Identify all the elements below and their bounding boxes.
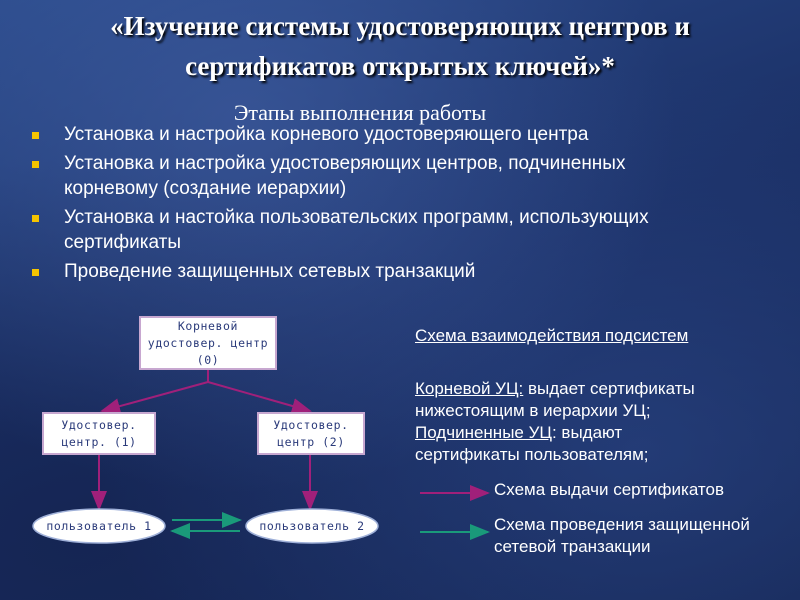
issue-arrow-root-to-sub2 [208, 382, 310, 411]
list-item-line: Установка и настройка удостоверяющих центров, подчиненных [64, 153, 626, 174]
legend-transaction-line-1: Схема проведения защищенной [494, 515, 750, 534]
sub-ca-2-line-1: Удостовер. [273, 418, 349, 432]
user-2-label: пользователь 2 [259, 519, 365, 533]
title-line-1: «Изучение системы удостоверяющих центров и [110, 11, 690, 41]
sub-ca-2-line-2: центр (2) [277, 435, 345, 449]
sub-ca-1-line-2: центр. (1) [61, 435, 137, 449]
list-item-line: Проведение защищенных сетевых транзакций [64, 261, 476, 282]
issue-arrow-root-to-sub1 [102, 382, 208, 411]
legend-sub-desc-2: сертификаты пользователям; [415, 445, 649, 464]
legend-root-line [415, 378, 795, 400]
title-line-2: сертификатов открытых ключей»* [185, 51, 615, 81]
legend-transaction-line-2: сетевой транзакции [494, 537, 651, 556]
user-1-node [33, 509, 165, 543]
list-item-line: корневому (создание иерархии) [64, 178, 347, 199]
sub-ca-1-line-1: Удостовер. [61, 418, 137, 432]
legend-sub-desc-1: : выдают [551, 423, 623, 442]
stages-heading: Этапы выполнения работы [233, 100, 487, 125]
legend-transaction-label [494, 514, 750, 558]
legend-description [415, 378, 795, 466]
user-2-node [246, 509, 378, 543]
legend-sub-line [415, 422, 795, 444]
root-ca-node [140, 317, 276, 369]
root-ca-line-3: (0) [196, 353, 220, 367]
legend-root-desc-2: нижестоящим в иерархии УЦ; [415, 401, 651, 420]
legend-root-desc-1: выдает сертификаты [523, 379, 695, 398]
sub-ca-2-node [258, 413, 364, 454]
sub-ca-1-node [43, 413, 155, 454]
legend-title: Схема взаимодействия подсистем [415, 326, 689, 345]
legend-issue-label: Схема выдачи сертификатов [494, 480, 725, 499]
root-ca-line-2: удостовер. центр [147, 336, 269, 350]
list-item-line: Установка и настройка корневого удостоверяющего центра [64, 124, 589, 145]
list-item-line: Установка и настойка пользовательских программ, использующих [64, 207, 649, 228]
root-ca-line-1: Корневой [177, 319, 239, 333]
list-item-line: сертификаты [64, 232, 182, 253]
legend-sub-label: Подчиненные УЦ [415, 423, 552, 442]
user-1-label: пользователь 1 [46, 519, 152, 533]
legend-root-label: Корневой УЦ: [415, 379, 524, 398]
